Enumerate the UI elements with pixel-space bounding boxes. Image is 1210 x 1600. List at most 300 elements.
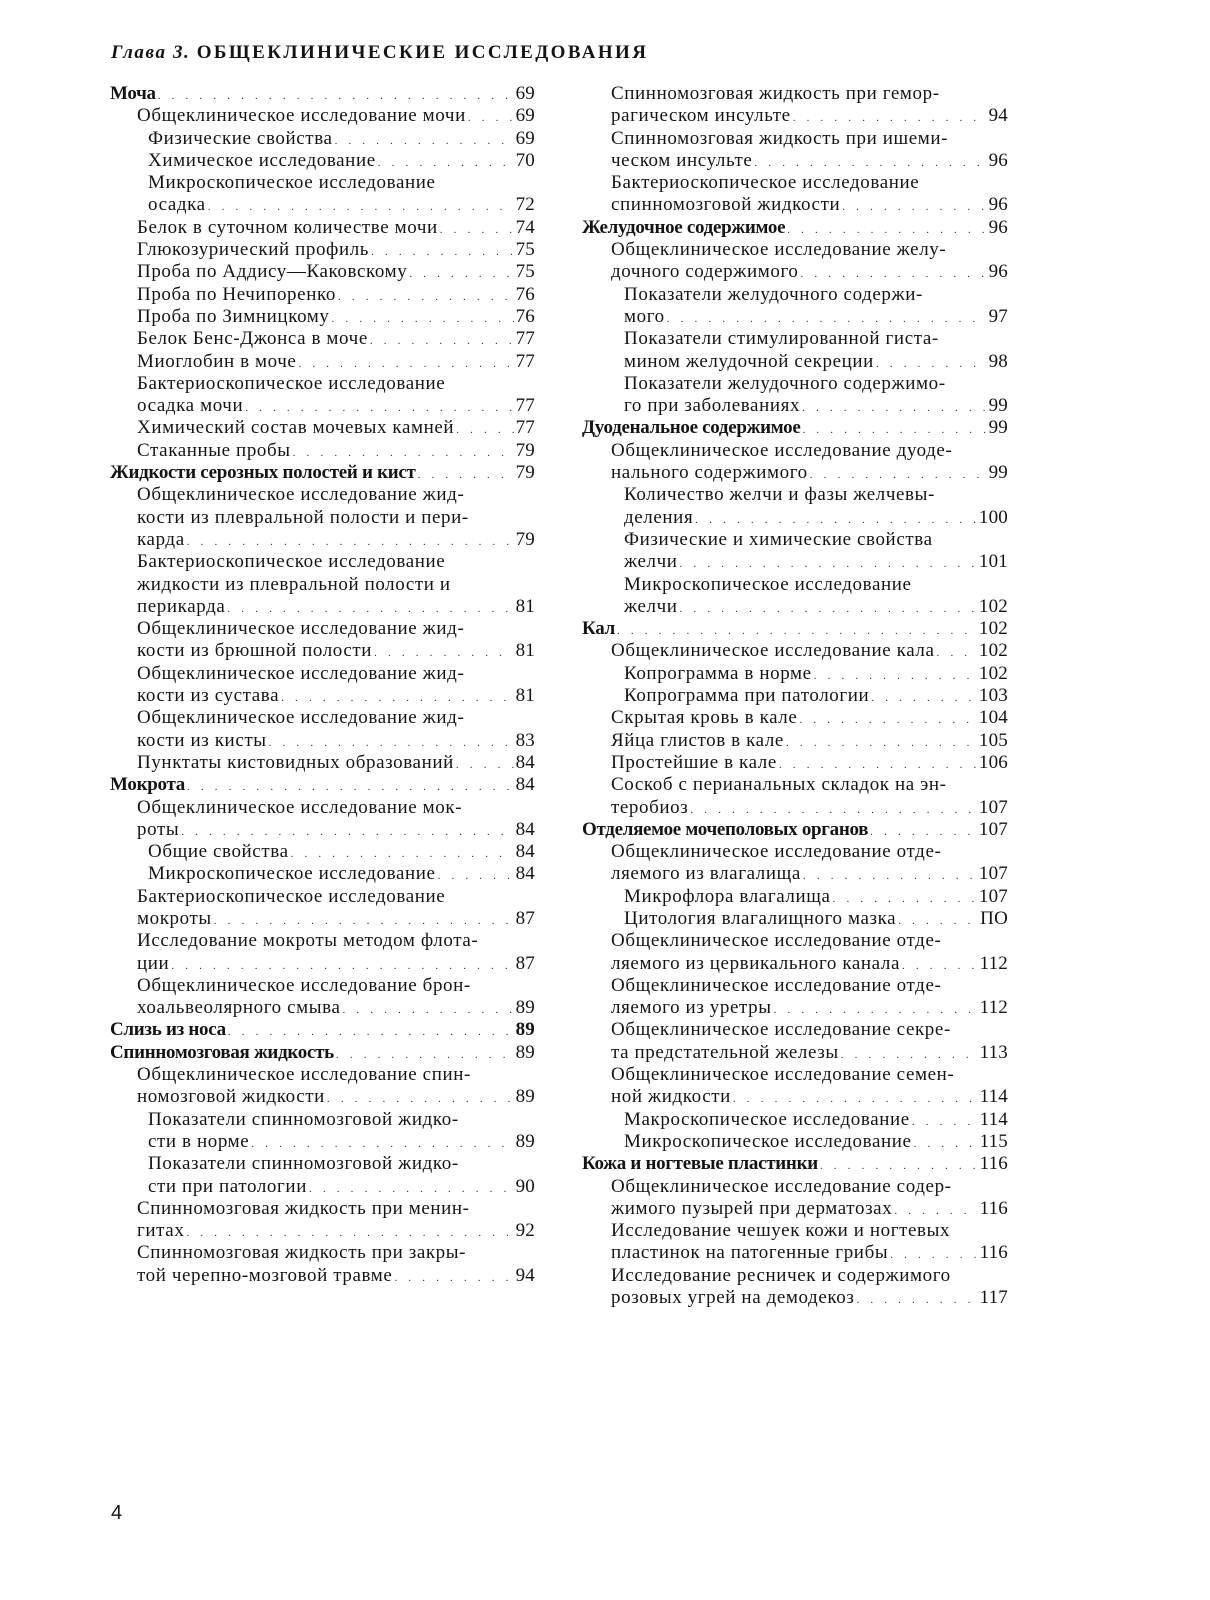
toc-entry — [110, 529, 535, 551]
toc-page-number: 89 — [515, 1019, 535, 1041]
toc-entry-title: Общеклиническое исследование содер- — [611, 1175, 952, 1197]
toc-entry-title: спинномозговой жидкости — [611, 194, 841, 216]
toc-page-number: 69 — [515, 105, 535, 127]
toc-entry — [582, 507, 1008, 529]
toc-entry — [110, 440, 535, 462]
toc-entry-title: Миоглобин в моче — [137, 350, 297, 372]
toc-entry — [110, 1176, 535, 1198]
toc-entry — [582, 440, 1008, 462]
toc-page-number: 84 — [515, 774, 535, 796]
dot-leader — [937, 648, 977, 659]
dot-leader — [374, 648, 514, 659]
dot-leader — [774, 1005, 978, 1016]
dot-leader — [667, 314, 987, 325]
toc-entry — [110, 128, 535, 150]
toc-entry-title: Бактериоскопическое исследование — [137, 885, 446, 907]
toc-entry — [582, 105, 1008, 127]
dot-leader — [814, 671, 977, 682]
toc-entry-title: сти при патологии — [148, 1175, 307, 1197]
dot-leader — [786, 738, 977, 749]
toc-entry — [110, 752, 535, 774]
toc-page-number: 112 — [979, 997, 1008, 1019]
toc-entry-title: Кожа и ногтевые пластинки — [582, 1153, 818, 1175]
toc-page-number: 115 — [979, 1130, 1008, 1152]
toc-entry-title: Простейшие в кале — [611, 751, 777, 773]
dot-leader — [456, 425, 513, 436]
toc-page-number: 89 — [515, 997, 535, 1019]
toc-entry-title: Показатели желудочного содержимо- — [624, 372, 946, 394]
dot-leader — [898, 916, 978, 927]
toc-page-number: 99 — [988, 462, 1008, 484]
toc-entry — [110, 1064, 535, 1086]
toc-entry — [582, 774, 1008, 796]
toc-entry — [110, 417, 535, 439]
toc-page-number: 77 — [515, 350, 535, 372]
dot-leader — [733, 1094, 978, 1105]
dot-leader — [371, 247, 514, 258]
dot-leader — [214, 916, 514, 927]
toc-entry — [582, 551, 1008, 573]
toc-entry-title: Белок Бенс-Джонса в моче — [137, 328, 368, 350]
dot-leader — [187, 537, 514, 548]
toc-entry — [110, 886, 535, 908]
toc-entry-title: Количество желчи и фазы желчевы- — [624, 484, 935, 506]
toc-entry-title: карда — [137, 528, 185, 550]
toc-entry — [582, 373, 1008, 395]
dot-leader — [801, 269, 987, 280]
dot-leader — [298, 359, 513, 370]
dot-leader — [332, 314, 514, 325]
toc-page-number: 70 — [515, 149, 535, 171]
dot-leader — [912, 1117, 978, 1128]
dot-leader — [251, 1139, 513, 1150]
toc-entry-title: Бактериоскопическое исследование — [137, 372, 446, 394]
toc-entry — [110, 663, 535, 685]
toc-entry-title: Моча — [110, 83, 156, 104]
toc-entry-title: Микрофлора влагалища — [624, 885, 831, 907]
toc-entry-title: Соскоб с перианальных складок на эн- — [611, 774, 947, 796]
toc-entry — [582, 863, 1008, 885]
toc-section-heading — [110, 1019, 535, 1041]
toc-entry — [582, 1019, 1008, 1041]
toc-entry — [110, 1242, 535, 1264]
toc-entry-title: мином желудочной секреции — [624, 350, 874, 372]
toc-entry — [110, 730, 535, 752]
toc-entry-title: Общеклиническое исследование отде- — [611, 974, 942, 996]
toc-entry-title: Общеклиническое исследование брон- — [137, 974, 471, 996]
toc-entry-title: осадка мочи — [137, 395, 244, 417]
toc-entry-title: Кал — [582, 618, 615, 640]
toc-entry — [582, 930, 1008, 952]
dot-leader — [803, 425, 987, 436]
toc-entry-title: Общеклиническое исследование спин- — [137, 1064, 471, 1086]
toc-entry — [110, 640, 535, 662]
dot-leader — [291, 849, 514, 860]
toc-page-number: 75 — [515, 261, 535, 283]
toc-entry — [110, 1198, 535, 1220]
toc-page-number: 69 — [515, 83, 535, 104]
toc-entry — [582, 194, 1008, 216]
toc-entry — [582, 797, 1008, 819]
toc-entry-title: кости из брюшной полости — [137, 640, 373, 662]
toc-entry-title: Общеклиническое исследование мок- — [137, 796, 463, 818]
toc-entry — [110, 596, 535, 618]
toc-entry-title: ляемого из влагалища — [611, 863, 801, 885]
toc-entry-title: Цитология влагалищного мазка — [624, 907, 897, 929]
toc-entry-title: деления — [624, 506, 694, 528]
toc-entry — [582, 1109, 1008, 1131]
toc-entry-title: Слизь из носа — [110, 1019, 226, 1041]
toc-entry-title: Общеклиническое исследование жид- — [137, 618, 465, 640]
toc-entry-title: Общеклиническое исследование жид- — [137, 484, 465, 506]
toc-entry — [110, 261, 535, 283]
toc-entry — [582, 261, 1008, 283]
dot-leader — [370, 336, 514, 347]
dot-leader — [171, 961, 513, 972]
toc-page-number: 107 — [978, 863, 1008, 885]
toc-entry-title: Показатели стимулированной гиста- — [624, 328, 939, 350]
toc-entry — [582, 1220, 1008, 1242]
dot-leader — [802, 403, 987, 414]
toc-page-number: 102 — [978, 618, 1008, 640]
dot-leader — [293, 448, 514, 459]
toc-column-right — [582, 83, 1008, 1309]
toc-entry-title: нального содержимого — [611, 462, 808, 484]
toc-entry — [582, 730, 1008, 752]
toc-page-number: 89 — [515, 1130, 535, 1152]
toc-section-heading — [582, 618, 1008, 640]
toc-entry-title: Общеклиническое исследование кала — [611, 640, 935, 662]
toc-entry-title: кости из плевральной полости и пери- — [137, 506, 469, 528]
toc-page-number: 87 — [515, 907, 535, 929]
toc-page-number: 117 — [979, 1287, 1008, 1309]
dot-leader — [793, 113, 987, 124]
toc-page-number: 102 — [978, 640, 1008, 662]
toc-entry-title: Микроскопическое исследование — [148, 172, 436, 194]
toc-page-number: 98 — [988, 350, 1008, 372]
toc-entry-title: Химическое исследование — [148, 149, 376, 171]
toc-page-number: 107 — [978, 818, 1008, 840]
toc-entry — [110, 908, 535, 930]
toc-entry — [110, 1109, 535, 1131]
toc-entry — [582, 1287, 1008, 1309]
toc-entry — [110, 1220, 535, 1242]
toc-entry — [110, 105, 535, 127]
dot-leader — [680, 604, 977, 615]
toc-entry — [582, 484, 1008, 506]
toc-entry-title: номозговой жидкости — [137, 1086, 325, 1108]
toc-entry — [110, 306, 535, 328]
toc-page-number: 77 — [515, 417, 535, 439]
toc-entry — [582, 1064, 1008, 1086]
toc-page-number: 79 — [515, 528, 535, 550]
toc-entry-title: Физические и химические свойства — [624, 528, 933, 550]
toc-column-left — [110, 83, 535, 1287]
dot-leader — [208, 202, 514, 213]
toc-entry-title: Глюкозурический профиль — [137, 239, 370, 261]
toc-entry — [110, 172, 535, 194]
toc-entry-title: желчи — [624, 551, 678, 573]
toc-page-number: 81 — [515, 640, 535, 662]
dot-leader — [617, 626, 977, 637]
toc-page-number: 116 — [979, 1242, 1008, 1264]
toc-entry-title: Копрограмма в норме — [624, 662, 812, 684]
toc-page-number: 116 — [979, 1153, 1008, 1175]
dot-leader — [690, 805, 977, 816]
toc-entry-title: роты — [137, 818, 180, 840]
toc-entry — [110, 574, 535, 596]
toc-entry — [110, 1153, 535, 1175]
toc-entry — [110, 953, 535, 975]
toc-page-number: 84 — [515, 863, 535, 885]
toc-page-number: 92 — [515, 1220, 535, 1242]
chapter-heading — [111, 42, 648, 64]
dot-leader — [914, 1139, 978, 1150]
toc-entry — [582, 707, 1008, 729]
toc-entry-title: Общеклиническое исследование отде- — [611, 930, 942, 952]
toc-entry — [582, 841, 1008, 863]
toc-entry-title: Микроскопическое исследование — [624, 1130, 912, 1152]
toc-entry-title: Исследование чешуек кожи и ногтевых — [611, 1220, 951, 1242]
toc-entry-title: Спинномозговая жидкость при менин- — [137, 1197, 470, 1219]
toc-entry — [582, 574, 1008, 596]
dot-leader — [343, 1005, 514, 1016]
dot-leader — [870, 827, 977, 838]
toc-entry-title: мокроты — [137, 907, 212, 929]
toc-page-number: 114 — [979, 1108, 1008, 1130]
toc-entry-title: жидкости из плевральной полости и — [137, 573, 451, 595]
dot-leader — [438, 871, 514, 882]
toc-entry — [110, 328, 535, 350]
toc-entry — [582, 351, 1008, 373]
toc-entry — [582, 908, 1008, 930]
toc-entry-title: Микроскопическое исследование — [148, 863, 436, 885]
dot-leader — [902, 961, 978, 972]
chapter-label: Глава — [111, 42, 167, 63]
dot-leader — [456, 760, 514, 771]
toc-entry-title: Общеклиническое исследование жид- — [137, 707, 465, 729]
toc-entry — [582, 685, 1008, 707]
dot-leader — [695, 515, 977, 526]
toc-entry-title: теробиоз — [611, 796, 689, 818]
dot-leader — [187, 782, 514, 793]
dot-leader — [281, 693, 513, 704]
toc-entry — [582, 1198, 1008, 1220]
toc-entry — [582, 1086, 1008, 1108]
toc-entry-title: Отделяемое мочеполовых органов — [582, 818, 869, 840]
toc-entry — [582, 284, 1008, 306]
toc-page-number: 99 — [988, 417, 1008, 439]
toc-page-number: 102 — [978, 662, 1008, 684]
toc-entry-title: Проба по Нечипоренко — [137, 283, 336, 305]
dot-leader — [842, 202, 986, 213]
toc-entry-title: Пунктаты кистовидных образований — [137, 751, 454, 773]
toc-entry-title: жимого пузырей при дерматозах — [611, 1197, 893, 1219]
toc-entry — [110, 797, 535, 819]
toc-entry — [582, 640, 1008, 662]
toc-entry — [110, 685, 535, 707]
toc-page-number: 79 — [515, 462, 535, 484]
toc-entry-title: Общеклиническое исследование жид- — [137, 662, 465, 684]
toc-entry-title: ляемого из уретры — [611, 997, 772, 1019]
toc-section-heading — [110, 462, 535, 484]
chapter-title: ОБЩЕКЛИНИЧЕСКИЕ ИССЛЕДОВАНИЯ — [196, 42, 649, 63]
toc-page-number: 116 — [979, 1197, 1008, 1219]
toc-page-number: 77 — [515, 395, 535, 417]
toc-page-number: 107 — [978, 796, 1008, 818]
toc-page-number: 79 — [515, 439, 535, 461]
dot-leader — [409, 269, 513, 280]
toc-entry-title: хоальвеолярного смыва — [137, 997, 341, 1019]
toc-entry-title: ляемого из цервикального канала — [611, 952, 900, 974]
toc-entry — [110, 284, 535, 306]
toc-entry-title: пластинок на патогенные грибы — [611, 1242, 889, 1264]
toc-entry-title: Общие свойства — [148, 841, 289, 863]
toc-entry-title: ной жидкости — [611, 1086, 731, 1108]
toc-entry-title: го при заболеваниях — [624, 395, 801, 417]
toc-entry-title: Копрограмма при патологии — [624, 685, 870, 707]
toc-page-number: 94 — [515, 1264, 535, 1286]
page-number: 4 — [111, 1502, 123, 1524]
toc-entry — [110, 194, 535, 216]
toc-entry-title: Исследование ресничек и содержимого — [611, 1264, 951, 1286]
toc-entry — [110, 373, 535, 395]
dot-leader — [799, 715, 976, 726]
toc-entry-title: Общеклиническое исследование желу- — [611, 239, 947, 261]
toc-page-number: 84 — [515, 751, 535, 773]
toc-entry — [110, 975, 535, 997]
toc-entry-title: Исследование мокроты методом флота- — [137, 930, 479, 952]
dot-leader — [186, 1228, 513, 1239]
toc-entry-title: желчи — [624, 595, 678, 617]
toc-entry-title: кости из кисты — [137, 729, 267, 751]
toc-page-number: 84 — [515, 841, 535, 863]
toc-entry — [110, 507, 535, 529]
dot-leader — [269, 738, 514, 749]
toc-entry-title: мого — [624, 305, 665, 327]
toc-entry-title: Белок в суточном количестве мочи — [137, 216, 438, 238]
dot-leader — [158, 91, 514, 102]
toc-entry — [110, 351, 535, 373]
toc-section-heading — [582, 417, 1008, 439]
toc-entry-title: Скрытая кровь в кале — [611, 707, 798, 729]
toc-entry — [110, 707, 535, 729]
toc-page-number: 112 — [979, 952, 1008, 974]
toc-page-number: 101 — [978, 551, 1008, 573]
toc-entry-title: Проба по Аддису—Каковскому — [137, 261, 408, 283]
toc-section-heading — [110, 774, 535, 796]
dot-leader — [871, 693, 977, 704]
toc-entry — [110, 217, 535, 239]
toc-entry-title: Спинномозговая жидкость при ишеми- — [611, 127, 949, 149]
toc-page-number: 96 — [988, 261, 1008, 283]
dot-leader — [309, 1184, 514, 1195]
toc-page-number: 105 — [978, 729, 1008, 751]
toc-page-number: 69 — [515, 127, 535, 149]
toc-entry-title: Показатели спинномозговой жидко- — [148, 1108, 459, 1130]
toc-entry-title: Спинномозговая жидкость при гемор- — [611, 83, 940, 104]
toc-entry — [582, 1265, 1008, 1287]
toc-entry — [582, 1176, 1008, 1198]
toc-entry — [582, 306, 1008, 328]
toc-page-number: 90 — [515, 1175, 535, 1197]
toc-page-number: 107 — [978, 885, 1008, 907]
toc-page-number: 76 — [515, 283, 535, 305]
toc-entry — [582, 128, 1008, 150]
toc-page-number: 100 — [978, 506, 1008, 528]
dot-leader — [245, 403, 513, 414]
toc-page-number: 96 — [988, 216, 1008, 238]
toc-page-number: 113 — [979, 1041, 1008, 1063]
toc-entry — [110, 930, 535, 952]
dot-leader — [336, 1050, 514, 1061]
dot-leader — [440, 225, 514, 236]
toc-entry — [582, 997, 1008, 1019]
toc-page-number: 96 — [988, 194, 1008, 216]
toc-entry — [582, 239, 1008, 261]
dot-leader — [856, 1295, 977, 1306]
toc-entry — [110, 819, 535, 841]
toc-entry — [110, 395, 535, 417]
toc-entry-title: сти в норме — [148, 1130, 250, 1152]
toc-page-number: 74 — [515, 216, 535, 238]
toc-entry-title: Яйца глистов в кале — [611, 729, 784, 751]
toc-page-number: 83 — [515, 729, 535, 751]
toc-entry — [110, 863, 535, 885]
dot-leader — [338, 292, 514, 303]
toc-section-heading — [582, 217, 1008, 239]
dot-leader — [754, 158, 986, 169]
toc-page-number: 96 — [988, 149, 1008, 171]
toc-entry — [582, 172, 1008, 194]
toc-section-heading — [582, 1153, 1008, 1175]
toc-entry — [110, 841, 535, 863]
toc-page-number: 87 — [515, 952, 535, 974]
toc-page-number: 99 — [988, 395, 1008, 417]
toc-page-number: ПО — [980, 907, 1008, 929]
toc-entry — [110, 1131, 535, 1153]
toc-entry-title: Проба по Зимницкому — [137, 305, 330, 327]
toc-entry-title: Макроскопическое исследование — [624, 1108, 910, 1130]
toc-entry — [110, 484, 535, 506]
toc-entry — [110, 1265, 535, 1287]
dot-leader — [779, 760, 977, 771]
toc-entry-title: Мокрота — [110, 774, 185, 796]
toc-entry-title: та предстательной железы — [611, 1041, 839, 1063]
dot-leader — [841, 1050, 978, 1061]
toc-entry — [582, 150, 1008, 172]
toc-page-number: 102 — [978, 595, 1008, 617]
toc-page-number: 77 — [515, 328, 535, 350]
toc-page-number: 106 — [978, 751, 1008, 773]
toc-entry-title: перикарда — [137, 595, 226, 617]
toc-entry-title: Показатели спинномозговой жидко- — [148, 1153, 459, 1175]
toc-page-number: 81 — [515, 595, 535, 617]
toc-page-number: 89 — [515, 1041, 535, 1063]
toc-page-number: 84 — [515, 818, 535, 840]
dot-leader — [833, 894, 977, 905]
toc-page-number: 75 — [515, 239, 535, 261]
toc-entry-title: Стаканные пробы — [137, 439, 291, 461]
dot-leader — [227, 604, 513, 615]
dot-leader — [468, 113, 514, 124]
toc-page-number: 89 — [515, 1086, 535, 1108]
toc-entry-title: Общеклиническое исследование отде- — [611, 841, 942, 863]
toc-entry-title: рагическом инсульте — [611, 105, 791, 127]
toc-entry — [582, 596, 1008, 618]
toc-entry-title: Общеклиническое исследование мочи — [137, 105, 466, 127]
dot-leader — [394, 1273, 513, 1284]
